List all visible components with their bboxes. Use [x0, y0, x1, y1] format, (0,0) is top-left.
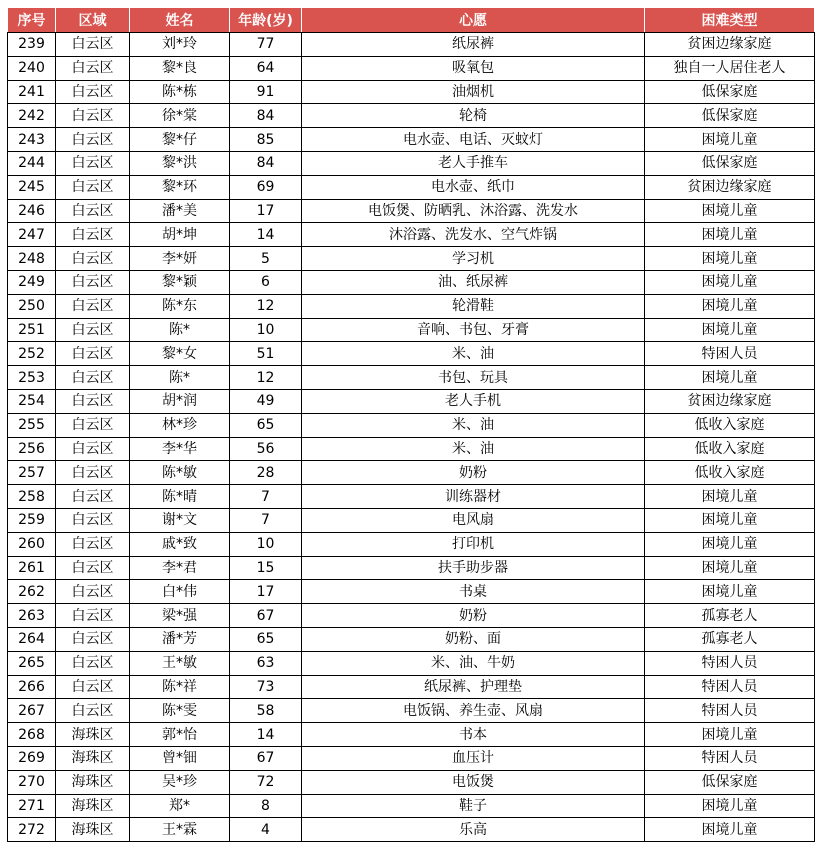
cell-index: 255: [8, 413, 56, 437]
cell-index: 250: [8, 294, 56, 318]
cell-district: 白云区: [56, 627, 130, 651]
cell-name: 郑*: [130, 794, 230, 818]
cell-wish: 奶粉: [302, 461, 645, 485]
cell-wish: 纸尿裤: [302, 33, 645, 57]
cell-difficulty-type: 困境儿童: [645, 580, 815, 604]
table-row: [8, 651, 815, 675]
cell-index: 258: [8, 485, 56, 509]
cell-index: 272: [8, 818, 56, 842]
cell-age: 58: [230, 699, 302, 723]
table-body: [8, 33, 815, 842]
cell-difficulty-type: 贫困边缘家庭: [645, 389, 815, 413]
cell-wish: 乐高: [302, 818, 645, 842]
cell-wish: 米、油: [302, 413, 645, 437]
cell-index: 254: [8, 389, 56, 413]
cell-district: 白云区: [56, 56, 130, 80]
cell-index: 268: [8, 723, 56, 747]
cell-age: 28: [230, 461, 302, 485]
table-row: [8, 342, 815, 366]
cell-age: 49: [230, 389, 302, 413]
cell-difficulty-type: 低收入家庭: [645, 437, 815, 461]
table-row: [8, 270, 815, 294]
cell-district: 白云区: [56, 294, 130, 318]
table-row: [8, 604, 815, 628]
cell-difficulty-type: 困境儿童: [645, 294, 815, 318]
cell-wish: 吸氧包: [302, 56, 645, 80]
cell-difficulty-type: 低保家庭: [645, 80, 815, 104]
cell-name: 陈*晴: [130, 485, 230, 509]
cell-district: 白云区: [56, 580, 130, 604]
cell-index: 259: [8, 508, 56, 532]
cell-wish: 米、油: [302, 437, 645, 461]
table-row: [8, 461, 815, 485]
cell-district: 白云区: [56, 532, 130, 556]
header-index: 序号: [8, 8, 56, 33]
table-row: [8, 508, 815, 532]
cell-district: 白云区: [56, 461, 130, 485]
cell-difficulty-type: 低收入家庭: [645, 413, 815, 437]
cell-age: 65: [230, 413, 302, 437]
cell-district: 白云区: [56, 175, 130, 199]
cell-wish: 油、纸尿裤: [302, 270, 645, 294]
header-row: [8, 8, 815, 33]
cell-name: 潘*芳: [130, 627, 230, 651]
cell-name: 陈*栋: [130, 80, 230, 104]
table-row: [8, 389, 815, 413]
cell-name: 王*霖: [130, 818, 230, 842]
cell-difficulty-type: 困境儿童: [645, 556, 815, 580]
table-row: [8, 675, 815, 699]
table-row: [8, 294, 815, 318]
cell-name: 郭*怡: [130, 723, 230, 747]
cell-age: 10: [230, 318, 302, 342]
cell-index: 244: [8, 151, 56, 175]
cell-index: 239: [8, 33, 56, 57]
cell-age: 7: [230, 508, 302, 532]
cell-age: 7: [230, 485, 302, 509]
table-row: [8, 223, 815, 247]
cell-wish: 奶粉、面: [302, 627, 645, 651]
cell-wish: 电饭煲: [302, 770, 645, 794]
cell-difficulty-type: 困境儿童: [645, 818, 815, 842]
cell-index: 260: [8, 532, 56, 556]
cell-district: 白云区: [56, 651, 130, 675]
cell-district: 海珠区: [56, 723, 130, 747]
cell-index: 243: [8, 128, 56, 152]
cell-index: 251: [8, 318, 56, 342]
cell-difficulty-type: 低保家庭: [645, 104, 815, 128]
cell-difficulty-type: 困境儿童: [645, 485, 815, 509]
cell-wish: 电水壶、电话、灭蚊灯: [302, 128, 645, 152]
cell-name: 黎*颖: [130, 270, 230, 294]
cell-index: 241: [8, 80, 56, 104]
cell-index: 249: [8, 270, 56, 294]
cell-index: 247: [8, 223, 56, 247]
cell-index: 246: [8, 199, 56, 223]
cell-name: 陈*东: [130, 294, 230, 318]
table-row: [8, 80, 815, 104]
cell-age: 6: [230, 270, 302, 294]
cell-district: 白云区: [56, 699, 130, 723]
cell-index: 252: [8, 342, 56, 366]
cell-index: 245: [8, 175, 56, 199]
cell-difficulty-type: 困境儿童: [645, 366, 815, 390]
table-row: [8, 366, 815, 390]
table-row: [8, 556, 815, 580]
cell-district: 白云区: [56, 151, 130, 175]
cell-age: 85: [230, 128, 302, 152]
cell-district: 海珠区: [56, 770, 130, 794]
cell-difficulty-type: 困境儿童: [645, 508, 815, 532]
cell-district: 海珠区: [56, 746, 130, 770]
cell-district: 白云区: [56, 342, 130, 366]
cell-index: 265: [8, 651, 56, 675]
cell-difficulty-type: 困境儿童: [645, 247, 815, 271]
cell-difficulty-type: 困境儿童: [645, 794, 815, 818]
cell-age: 84: [230, 104, 302, 128]
cell-age: 56: [230, 437, 302, 461]
cell-index: 269: [8, 746, 56, 770]
cell-age: 67: [230, 604, 302, 628]
cell-wish: 纸尿裤、护理垫: [302, 675, 645, 699]
header-district: 区域: [56, 8, 130, 33]
cell-wish: 老人手推车: [302, 151, 645, 175]
cell-difficulty-type: 特困人员: [645, 699, 815, 723]
table-row: [8, 33, 815, 57]
table-row: [8, 580, 815, 604]
table-row: [8, 413, 815, 437]
cell-age: 77: [230, 33, 302, 57]
header-wish: 心愿: [302, 8, 645, 33]
cell-district: 白云区: [56, 247, 130, 271]
cell-name: 黎*女: [130, 342, 230, 366]
cell-index: 256: [8, 437, 56, 461]
cell-index: 264: [8, 627, 56, 651]
cell-index: 271: [8, 794, 56, 818]
cell-age: 10: [230, 532, 302, 556]
cell-difficulty-type: 低收入家庭: [645, 461, 815, 485]
cell-age: 12: [230, 366, 302, 390]
cell-wish: 学习机: [302, 247, 645, 271]
cell-name: 吴*珍: [130, 770, 230, 794]
cell-age: 4: [230, 818, 302, 842]
cell-difficulty-type: 孤寡老人: [645, 627, 815, 651]
cell-wish: 书包、玩具: [302, 366, 645, 390]
cell-wish: 血压计: [302, 746, 645, 770]
cell-difficulty-type: 困境儿童: [645, 199, 815, 223]
cell-district: 海珠区: [56, 794, 130, 818]
cell-index: 248: [8, 247, 56, 271]
cell-district: 白云区: [56, 223, 130, 247]
table-row: [8, 199, 815, 223]
cell-name: 徐*棠: [130, 104, 230, 128]
cell-difficulty-type: 孤寡老人: [645, 604, 815, 628]
cell-difficulty-type: 特困人员: [645, 651, 815, 675]
cell-name: 胡*坤: [130, 223, 230, 247]
cell-name: 陈*: [130, 366, 230, 390]
cell-difficulty-type: 贫困边缘家庭: [645, 33, 815, 57]
table-header: [8, 8, 815, 33]
cell-age: 14: [230, 223, 302, 247]
cell-name: 陈*雯: [130, 699, 230, 723]
cell-age: 15: [230, 556, 302, 580]
cell-wish: 米、油: [302, 342, 645, 366]
table-row: [8, 723, 815, 747]
table-row: [8, 151, 815, 175]
cell-name: 黎*良: [130, 56, 230, 80]
cell-district: 白云区: [56, 508, 130, 532]
cell-index: 267: [8, 699, 56, 723]
cell-wish: 沐浴露、洗发水、空气炸锅: [302, 223, 645, 247]
cell-age: 17: [230, 580, 302, 604]
cell-age: 5: [230, 247, 302, 271]
cell-difficulty-type: 困境儿童: [645, 270, 815, 294]
table-row: [8, 770, 815, 794]
cell-wish: 轮椅: [302, 104, 645, 128]
table-row: [8, 794, 815, 818]
cell-age: 12: [230, 294, 302, 318]
cell-index: 240: [8, 56, 56, 80]
cell-name: 陈*祥: [130, 675, 230, 699]
cell-name: 黎*洪: [130, 151, 230, 175]
cell-index: 253: [8, 366, 56, 390]
cell-age: 51: [230, 342, 302, 366]
cell-age: 91: [230, 80, 302, 104]
wish-table: [7, 7, 815, 842]
cell-index: 263: [8, 604, 56, 628]
cell-age: 17: [230, 199, 302, 223]
cell-age: 65: [230, 627, 302, 651]
cell-name: 白*伟: [130, 580, 230, 604]
cell-district: 白云区: [56, 318, 130, 342]
cell-index: 242: [8, 104, 56, 128]
cell-name: 梁*强: [130, 604, 230, 628]
table-row: [8, 437, 815, 461]
cell-name: 李*妍: [130, 247, 230, 271]
cell-name: 林*珍: [130, 413, 230, 437]
cell-wish: 油烟机: [302, 80, 645, 104]
cell-district: 白云区: [56, 104, 130, 128]
table-row: [8, 746, 815, 770]
cell-difficulty-type: 困境儿童: [645, 723, 815, 747]
cell-name: 陈*敏: [130, 461, 230, 485]
table-row: [8, 56, 815, 80]
cell-index: 266: [8, 675, 56, 699]
cell-difficulty-type: 困境儿童: [645, 318, 815, 342]
table-row: [8, 104, 815, 128]
cell-district: 白云区: [56, 604, 130, 628]
cell-wish: 鞋子: [302, 794, 645, 818]
table-row: [8, 699, 815, 723]
cell-age: 69: [230, 175, 302, 199]
cell-difficulty-type: 低保家庭: [645, 151, 815, 175]
cell-district: 白云区: [56, 389, 130, 413]
cell-age: 63: [230, 651, 302, 675]
cell-age: 64: [230, 56, 302, 80]
cell-wish: 电饭锅、养生壶、风扇: [302, 699, 645, 723]
header-difficulty-type: 困难类型: [645, 8, 815, 33]
cell-difficulty-type: 困境儿童: [645, 128, 815, 152]
cell-wish: 电饭煲、防晒乳、沐浴露、洗发水: [302, 199, 645, 223]
cell-difficulty-type: 特困人员: [645, 675, 815, 699]
cell-district: 海珠区: [56, 818, 130, 842]
cell-district: 白云区: [56, 128, 130, 152]
cell-district: 白云区: [56, 366, 130, 390]
table-row: [8, 247, 815, 271]
cell-difficulty-type: 困境儿童: [645, 223, 815, 247]
cell-index: 262: [8, 580, 56, 604]
cell-age: 67: [230, 746, 302, 770]
cell-wish: 电风扇: [302, 508, 645, 532]
cell-index: 261: [8, 556, 56, 580]
cell-difficulty-type: 特困人员: [645, 342, 815, 366]
cell-wish: 训练器材: [302, 485, 645, 509]
cell-district: 白云区: [56, 437, 130, 461]
cell-difficulty-type: 贫困边缘家庭: [645, 175, 815, 199]
cell-district: 白云区: [56, 33, 130, 57]
cell-difficulty-type: 困境儿童: [645, 532, 815, 556]
cell-district: 白云区: [56, 270, 130, 294]
cell-wish: 电水壶、纸巾: [302, 175, 645, 199]
cell-wish: 奶粉: [302, 604, 645, 628]
cell-name: 王*敏: [130, 651, 230, 675]
table-row: [8, 175, 815, 199]
cell-district: 白云区: [56, 485, 130, 509]
cell-name: 曾*钿: [130, 746, 230, 770]
cell-name: 黎*仔: [130, 128, 230, 152]
cell-name: 黎*环: [130, 175, 230, 199]
cell-wish: 老人手机: [302, 389, 645, 413]
cell-difficulty-type: 低保家庭: [645, 770, 815, 794]
cell-district: 白云区: [56, 556, 130, 580]
table-row: [8, 627, 815, 651]
table-row: [8, 318, 815, 342]
cell-name: 潘*美: [130, 199, 230, 223]
cell-name: 李*华: [130, 437, 230, 461]
cell-wish: 书本: [302, 723, 645, 747]
cell-district: 白云区: [56, 413, 130, 437]
table-row: [8, 818, 815, 842]
header-name: 姓名: [130, 8, 230, 33]
cell-wish: 轮滑鞋: [302, 294, 645, 318]
cell-difficulty-type: 特困人员: [645, 746, 815, 770]
cell-difficulty-type: 独自一人居住老人: [645, 56, 815, 80]
cell-wish: 音响、书包、牙膏: [302, 318, 645, 342]
cell-wish: 书桌: [302, 580, 645, 604]
header-age: 年龄(岁): [230, 8, 302, 33]
cell-age: 73: [230, 675, 302, 699]
cell-wish: 打印机: [302, 532, 645, 556]
cell-name: 戚*致: [130, 532, 230, 556]
cell-district: 白云区: [56, 80, 130, 104]
cell-age: 84: [230, 151, 302, 175]
cell-wish: 米、油、牛奶: [302, 651, 645, 675]
cell-name: 谢*文: [130, 508, 230, 532]
table-row: [8, 485, 815, 509]
cell-name: 胡*润: [130, 389, 230, 413]
cell-name: 刘*玲: [130, 33, 230, 57]
cell-age: 14: [230, 723, 302, 747]
cell-wish: 扶手助步器: [302, 556, 645, 580]
cell-age: 8: [230, 794, 302, 818]
cell-district: 白云区: [56, 675, 130, 699]
cell-name: 李*君: [130, 556, 230, 580]
table-row: [8, 532, 815, 556]
table-row: [8, 128, 815, 152]
cell-index: 270: [8, 770, 56, 794]
cell-age: 72: [230, 770, 302, 794]
cell-index: 257: [8, 461, 56, 485]
cell-district: 白云区: [56, 199, 130, 223]
cell-name: 陈*: [130, 318, 230, 342]
